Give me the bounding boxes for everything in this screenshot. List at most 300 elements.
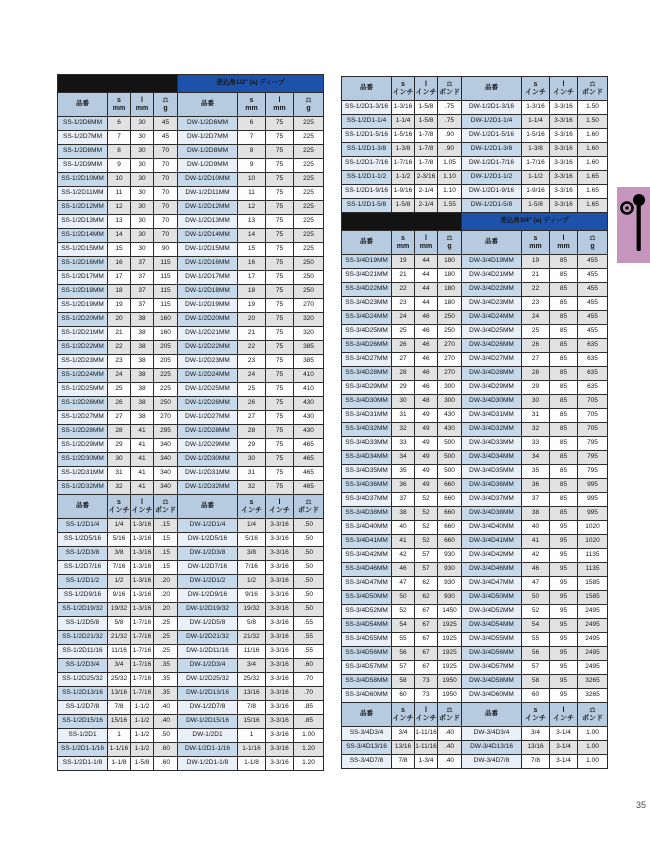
product-code-cell: SS-1/2D1-1/8 bbox=[58, 757, 108, 771]
value-cell: 85 bbox=[550, 381, 578, 395]
value-cell: 2495 bbox=[578, 619, 608, 633]
value-cell: 3-3/16 bbox=[550, 115, 578, 129]
column-header-stack bbox=[108, 499, 130, 514]
value-cell: .50 bbox=[294, 561, 324, 575]
product-code-cell: SS-3/4D13/16 bbox=[342, 741, 392, 755]
column-header-product: 品番 bbox=[58, 93, 108, 117]
value-cell: 41 bbox=[131, 439, 154, 453]
product-code-cell: DW-3/4D58MM bbox=[462, 675, 522, 689]
product-code-cell: DW-3/4D25MM bbox=[462, 325, 522, 339]
value-cell: 70 bbox=[154, 145, 178, 159]
value-cell: 13/16 bbox=[238, 687, 266, 701]
table-row bbox=[342, 563, 608, 577]
product-code-cell: SS-1/2D21/32 bbox=[58, 631, 108, 645]
value-cell: 75 bbox=[266, 313, 294, 327]
value-cell: 10 bbox=[238, 173, 266, 187]
value-cell: 1/4 bbox=[238, 519, 266, 533]
table-column-left bbox=[57, 74, 324, 771]
column-header-stack bbox=[578, 707, 607, 722]
value-cell: 85 bbox=[550, 255, 578, 269]
table-row bbox=[342, 381, 608, 395]
value-cell: 3-3/16 bbox=[266, 575, 294, 589]
dimension-column-header bbox=[550, 77, 578, 101]
value-cell: 250 bbox=[154, 397, 178, 411]
value-cell: 47 bbox=[392, 577, 415, 591]
value-cell: 270 bbox=[438, 367, 462, 381]
product-code-cell: SS-3/4D22MM bbox=[342, 283, 392, 297]
dimension-letter: s bbox=[533, 707, 538, 714]
column-header-stack bbox=[438, 235, 461, 250]
product-code-cell: DW-1/2D28MM bbox=[178, 425, 238, 439]
value-cell: 930 bbox=[438, 591, 462, 605]
product-code-cell: SS-1/2D23MM bbox=[58, 355, 108, 369]
value-cell: 410 bbox=[294, 369, 324, 383]
value-cell: 30 bbox=[131, 117, 154, 131]
value-cell: 6 bbox=[238, 117, 266, 131]
value-cell: 3-3/16 bbox=[266, 729, 294, 743]
table-row bbox=[342, 741, 608, 755]
value-cell: 3-3/16 bbox=[550, 199, 578, 213]
product-code-cell: SS-3/4D54MM bbox=[342, 619, 392, 633]
value-cell: 90 bbox=[154, 243, 178, 257]
value-cell: .50 bbox=[294, 533, 324, 547]
dimension-letter: s bbox=[533, 81, 538, 88]
product-code-cell: SS-3/4D40MM bbox=[342, 521, 392, 535]
table-row bbox=[58, 729, 324, 743]
product-code-cell: SS-1/2D3/8 bbox=[58, 547, 108, 561]
product-code-cell: DW-1/2D25/32 bbox=[178, 673, 238, 687]
value-cell: 1925 bbox=[438, 633, 462, 647]
product-code-cell: SS-1/2D1-1/4 bbox=[342, 115, 392, 129]
value-cell: 57 bbox=[415, 563, 438, 577]
product-code-cell: DW-3/4D28MM bbox=[462, 367, 522, 381]
unit-label: mm bbox=[419, 243, 433, 250]
product-code-cell: SS-3/4D26MM bbox=[342, 339, 392, 353]
value-cell: 75 bbox=[266, 299, 294, 313]
table-row bbox=[58, 519, 324, 533]
unit-label: mm bbox=[557, 243, 570, 250]
value-cell: 27 bbox=[238, 411, 266, 425]
value-cell: 52 bbox=[415, 521, 438, 535]
product-code-cell: SS-1/2D1 bbox=[58, 729, 108, 743]
dimension-column-header bbox=[415, 703, 438, 727]
value-cell: 28 bbox=[392, 367, 415, 381]
value-cell: 205 bbox=[154, 341, 178, 355]
table-row bbox=[58, 411, 324, 425]
value-cell: 3/4 bbox=[238, 659, 266, 673]
value-cell: 3-3/16 bbox=[266, 561, 294, 575]
product-code-cell: SS-1/2D25MM bbox=[58, 383, 108, 397]
value-cell: 1135 bbox=[578, 549, 608, 563]
dimension-letter: s bbox=[117, 499, 121, 506]
table-row bbox=[342, 395, 608, 409]
product-code-cell: DW-1/2D3/4 bbox=[178, 659, 238, 673]
value-cell: 1-7/16 bbox=[131, 617, 154, 631]
column-header-product: 品番 bbox=[178, 93, 238, 117]
dimension-column-header bbox=[131, 93, 154, 117]
value-cell: 32 bbox=[238, 481, 266, 495]
value-cell: 34 bbox=[392, 451, 415, 465]
value-cell: 1.50 bbox=[578, 101, 608, 115]
value-cell: 52 bbox=[415, 535, 438, 549]
value-cell: 1.10 bbox=[438, 185, 462, 199]
dimension-letter: l bbox=[562, 235, 565, 242]
unit-label: ポンド bbox=[298, 507, 319, 514]
value-cell: 70 bbox=[154, 201, 178, 215]
value-cell: .40 bbox=[438, 727, 462, 741]
value-cell: 3-3/16 bbox=[266, 715, 294, 729]
value-cell: 5/8 bbox=[108, 617, 131, 631]
unit-label: mm bbox=[396, 243, 410, 250]
value-cell: 1020 bbox=[578, 535, 608, 549]
value-cell: .15 bbox=[154, 533, 178, 547]
table-row bbox=[58, 271, 324, 285]
value-cell: 795 bbox=[578, 437, 608, 451]
product-table bbox=[57, 74, 324, 771]
product-code-cell: SS-1/2D1-5/16 bbox=[342, 129, 392, 143]
value-cell: 21 bbox=[238, 327, 266, 341]
product-code-cell: SS-3/4D24MM bbox=[342, 311, 392, 325]
value-cell: 24 bbox=[108, 369, 131, 383]
product-code-cell: SS-3/4D3/4 bbox=[342, 727, 392, 741]
product-code-cell: DW-1/2D18MM bbox=[178, 285, 238, 299]
value-cell: 3-1/4 bbox=[550, 741, 578, 755]
value-cell: 52 bbox=[392, 605, 415, 619]
value-cell: 3-3/16 bbox=[550, 101, 578, 115]
table-row bbox=[58, 425, 324, 439]
value-cell: 75 bbox=[266, 341, 294, 355]
value-cell: 23 bbox=[522, 297, 550, 311]
product-code-cell: SS-1/2D7/16 bbox=[58, 561, 108, 575]
product-code-cell: DW-3/4D38MM bbox=[462, 507, 522, 521]
table-row bbox=[58, 715, 324, 729]
value-cell: 75 bbox=[266, 243, 294, 257]
unit-label: mm bbox=[135, 105, 149, 112]
value-cell: 31 bbox=[238, 467, 266, 481]
product-code-cell: DW-1/2D1-7/16 bbox=[462, 157, 522, 171]
unit-label: ポンド bbox=[582, 715, 603, 722]
product-code-cell: SS-1/2D12MM bbox=[58, 201, 108, 215]
column-header-product: 品番 bbox=[342, 77, 392, 101]
value-cell: 300 bbox=[438, 381, 462, 395]
value-cell: 2495 bbox=[578, 661, 608, 675]
value-cell: 95 bbox=[550, 633, 578, 647]
value-cell: 27 bbox=[522, 353, 550, 367]
value-cell: 2495 bbox=[578, 605, 608, 619]
value-cell: 37 bbox=[131, 257, 154, 271]
product-code-cell: SS-3/4D42MM bbox=[342, 549, 392, 563]
product-code-cell: DW-3/4D47MM bbox=[462, 577, 522, 591]
value-cell: .50 bbox=[154, 729, 178, 743]
value-cell: .20 bbox=[154, 603, 178, 617]
value-cell: 9 bbox=[108, 159, 131, 173]
value-cell: 270 bbox=[294, 299, 324, 313]
value-cell: 23 bbox=[392, 297, 415, 311]
value-cell: 52 bbox=[415, 507, 438, 521]
value-cell: 19 bbox=[522, 255, 550, 269]
value-cell: .90 bbox=[438, 143, 462, 157]
scale-icon: ⚖ bbox=[305, 499, 312, 506]
value-cell: 21/32 bbox=[108, 631, 131, 645]
product-code-cell: DW-1/2D8MM bbox=[178, 145, 238, 159]
product-code-cell: DW-1/2D1-1/16 bbox=[178, 743, 238, 757]
value-cell: 1-7/8 bbox=[415, 157, 438, 171]
value-cell: 25 bbox=[108, 383, 131, 397]
value-cell: 37 bbox=[392, 493, 415, 507]
value-cell: 3265 bbox=[578, 689, 608, 703]
table-row bbox=[342, 703, 608, 727]
value-cell: .75 bbox=[438, 115, 462, 129]
value-cell: 41 bbox=[131, 481, 154, 495]
table-row bbox=[58, 145, 324, 159]
value-cell: 3-3/16 bbox=[266, 617, 294, 631]
scale-icon: ⚖ bbox=[446, 707, 453, 714]
value-cell: 635 bbox=[578, 339, 608, 353]
product-code-cell: DW-3/4D22MM bbox=[462, 283, 522, 297]
value-cell: 30 bbox=[522, 395, 550, 409]
value-cell: 85 bbox=[550, 479, 578, 493]
product-code-cell: SS-1/2D11MM bbox=[58, 187, 108, 201]
scale-icon: ⚖ bbox=[589, 235, 596, 242]
product-code-cell: SS-3/4D57MM bbox=[342, 661, 392, 675]
table-row bbox=[342, 577, 608, 591]
value-cell: 70 bbox=[154, 173, 178, 187]
value-cell: 17 bbox=[238, 271, 266, 285]
value-cell: 44 bbox=[415, 269, 438, 283]
value-cell: 36 bbox=[392, 479, 415, 493]
value-cell: .90 bbox=[438, 129, 462, 143]
table-row bbox=[342, 171, 608, 185]
table-row bbox=[342, 479, 608, 493]
value-cell: 11/16 bbox=[238, 645, 266, 659]
product-code-cell: DW-3/4D27MM bbox=[462, 353, 522, 367]
table-row bbox=[58, 159, 324, 173]
product-code-cell: DW-1/2D23MM bbox=[178, 355, 238, 369]
product-code-cell: DW-3/4D36MM bbox=[462, 479, 522, 493]
value-cell: 180 bbox=[438, 297, 462, 311]
product-code-cell: DW-1/2D3/8 bbox=[178, 547, 238, 561]
value-cell: 1.00 bbox=[294, 729, 324, 743]
value-cell: 1925 bbox=[438, 647, 462, 661]
value-cell: 225 bbox=[294, 215, 324, 229]
dimension-column-header bbox=[392, 231, 415, 255]
value-cell: .60 bbox=[154, 757, 178, 771]
value-cell: 16 bbox=[238, 257, 266, 271]
value-cell: 55 bbox=[392, 633, 415, 647]
product-code-cell: DW-1/2D7/8 bbox=[178, 701, 238, 715]
product-code-cell: DW-1/2D25MM bbox=[178, 383, 238, 397]
value-cell: .35 bbox=[154, 687, 178, 701]
value-cell: 37 bbox=[131, 285, 154, 299]
value-cell: 28 bbox=[108, 425, 131, 439]
product-code-cell: SS-1/2D31MM bbox=[58, 467, 108, 481]
product-code-cell: SS-3/4D47MM bbox=[342, 577, 392, 591]
value-cell: 795 bbox=[578, 451, 608, 465]
value-cell: 85 bbox=[550, 283, 578, 297]
value-cell: 5/16 bbox=[108, 533, 131, 547]
dimension-letter: s bbox=[401, 81, 405, 88]
value-cell: 300 bbox=[438, 395, 462, 409]
value-cell: 85 bbox=[550, 339, 578, 353]
value-cell: 1/4 bbox=[108, 519, 131, 533]
value-cell: 795 bbox=[578, 465, 608, 479]
value-cell: 58 bbox=[522, 675, 550, 689]
value-cell: 7/8 bbox=[522, 755, 550, 769]
value-cell: 40 bbox=[392, 521, 415, 535]
scale-icon: ⚖ bbox=[162, 97, 169, 104]
value-cell: 3/8 bbox=[238, 547, 266, 561]
product-code-cell: DW-3/4D40MM bbox=[462, 521, 522, 535]
value-cell: 70 bbox=[154, 229, 178, 243]
value-cell: 1.65 bbox=[578, 185, 608, 199]
value-cell: 75 bbox=[266, 467, 294, 481]
product-code-cell: SS-1/2D20MM bbox=[58, 313, 108, 327]
value-cell: 660 bbox=[438, 535, 462, 549]
product-code-cell: DW-1/2D1/2 bbox=[178, 575, 238, 589]
value-cell: 1-1/2 bbox=[131, 701, 154, 715]
product-code-cell: SS-3/4D58MM bbox=[342, 675, 392, 689]
value-cell: 1.60 bbox=[578, 129, 608, 143]
value-cell: 73 bbox=[415, 675, 438, 689]
value-cell: 9/16 bbox=[238, 589, 266, 603]
table-row bbox=[342, 199, 608, 213]
value-cell: 1-3/16 bbox=[522, 101, 550, 115]
product-code-cell: SS-1/2D7MM bbox=[58, 131, 108, 145]
value-cell: 1.60 bbox=[578, 157, 608, 171]
value-cell: 7 bbox=[238, 131, 266, 145]
value-cell: 3-3/16 bbox=[266, 631, 294, 645]
value-cell: 1.50 bbox=[578, 115, 608, 129]
value-cell: 410 bbox=[294, 383, 324, 397]
value-cell: 75 bbox=[266, 131, 294, 145]
value-cell: 31 bbox=[108, 467, 131, 481]
value-cell: 270 bbox=[438, 339, 462, 353]
value-cell: 20 bbox=[108, 313, 131, 327]
product-code-cell: DW-1/2D31MM bbox=[178, 467, 238, 481]
table-row bbox=[342, 283, 608, 297]
product-code-cell: DW-3/4D29MM bbox=[462, 381, 522, 395]
value-cell: 930 bbox=[438, 549, 462, 563]
product-code-cell: SS-1/2D19MM bbox=[58, 299, 108, 313]
value-cell: 22 bbox=[238, 341, 266, 355]
value-cell: 56 bbox=[392, 647, 415, 661]
product-code-cell: SS-1/2D16MM bbox=[58, 257, 108, 271]
value-cell: 1-7/16 bbox=[522, 157, 550, 171]
product-code-cell: DW-1/2D1-3/16 bbox=[462, 101, 522, 115]
value-cell: 67 bbox=[415, 647, 438, 661]
value-cell: 225 bbox=[154, 369, 178, 383]
value-cell: 50 bbox=[392, 591, 415, 605]
dimension-column-header bbox=[238, 495, 266, 519]
value-cell: 465 bbox=[294, 481, 324, 495]
value-cell: 31 bbox=[522, 409, 550, 423]
value-cell: 57 bbox=[415, 549, 438, 563]
scale-icon: ⚖ bbox=[162, 499, 169, 506]
value-cell: 75 bbox=[266, 271, 294, 285]
value-cell: 3-3/16 bbox=[550, 129, 578, 143]
value-cell: 3-1/4 bbox=[550, 727, 578, 741]
value-cell: 55 bbox=[522, 633, 550, 647]
value-cell: 1-7/16 bbox=[131, 659, 154, 673]
value-cell: 995 bbox=[578, 493, 608, 507]
value-cell: .60 bbox=[154, 743, 178, 757]
value-cell: 250 bbox=[294, 257, 324, 271]
weight-column-header bbox=[154, 495, 178, 519]
value-cell: .50 bbox=[294, 589, 324, 603]
unit-label: インチ bbox=[415, 89, 437, 96]
product-code-cell: DW-3/4D46MM bbox=[462, 563, 522, 577]
table-row bbox=[58, 743, 324, 757]
value-cell: 455 bbox=[578, 255, 608, 269]
table-row bbox=[58, 589, 324, 603]
value-cell: 46 bbox=[415, 381, 438, 395]
dimension-column-header bbox=[522, 77, 550, 101]
column-header-product: 品番 bbox=[462, 703, 522, 727]
value-cell: 31 bbox=[392, 409, 415, 423]
value-cell: 1-1/2 bbox=[131, 729, 154, 743]
value-cell: 24 bbox=[522, 311, 550, 325]
product-code-cell: DW-3/4D60MM bbox=[462, 689, 522, 703]
product-code-cell: DW-3/4D42MM bbox=[462, 549, 522, 563]
product-code-cell: DW-3/4D50MM bbox=[462, 591, 522, 605]
column-header-product: 品番 bbox=[462, 77, 522, 101]
value-cell: 2-1/4 bbox=[415, 199, 438, 213]
value-cell: 430 bbox=[438, 409, 462, 423]
value-cell: .70 bbox=[294, 673, 324, 687]
product-code-cell: DW-3/4D26MM bbox=[462, 339, 522, 353]
table-row bbox=[58, 397, 324, 411]
value-cell: 15 bbox=[108, 243, 131, 257]
value-cell: 500 bbox=[438, 465, 462, 479]
value-cell: 1/2 bbox=[238, 575, 266, 589]
product-code-cell: SS-3/4D7/8 bbox=[342, 755, 392, 769]
value-cell: 75 bbox=[266, 159, 294, 173]
value-cell: 1-3/16 bbox=[131, 519, 154, 533]
value-cell: 635 bbox=[578, 367, 608, 381]
product-code-cell: SS-1/2D32MM bbox=[58, 481, 108, 495]
product-table bbox=[341, 76, 608, 769]
table-row bbox=[58, 481, 324, 495]
value-cell: 6 bbox=[108, 117, 131, 131]
product-code-cell: DW-1/2D27MM bbox=[178, 411, 238, 425]
value-cell: .40 bbox=[438, 755, 462, 769]
value-cell: 85 bbox=[550, 409, 578, 423]
product-code-cell: DW-3/4D34MM bbox=[462, 451, 522, 465]
scale-icon: ⚖ bbox=[589, 707, 596, 714]
value-cell: 3-3/16 bbox=[266, 659, 294, 673]
value-cell: 3-3/16 bbox=[266, 687, 294, 701]
value-cell: 75 bbox=[266, 369, 294, 383]
section-header-standard: 差込角1/2" (a) スタンダード bbox=[58, 75, 178, 93]
value-cell: .20 bbox=[154, 575, 178, 589]
column-header-stack bbox=[522, 707, 549, 722]
dimension-column-header bbox=[392, 703, 415, 727]
column-header-stack bbox=[550, 707, 577, 722]
section-tab[interactable] bbox=[617, 187, 650, 263]
value-cell: 44 bbox=[415, 297, 438, 311]
value-cell: 25 bbox=[522, 325, 550, 339]
product-code-cell: SS-3/4D41MM bbox=[342, 535, 392, 549]
value-cell: 75 bbox=[266, 215, 294, 229]
value-cell: 46 bbox=[415, 367, 438, 381]
value-cell: 3-3/16 bbox=[266, 589, 294, 603]
product-code-cell: SS-1/2D1-5/8 bbox=[342, 199, 392, 213]
table-row bbox=[58, 645, 324, 659]
value-cell: 7/8 bbox=[392, 755, 415, 769]
value-cell: 34 bbox=[522, 451, 550, 465]
value-cell: 2-1/4 bbox=[415, 185, 438, 199]
value-cell: 25/32 bbox=[108, 673, 131, 687]
